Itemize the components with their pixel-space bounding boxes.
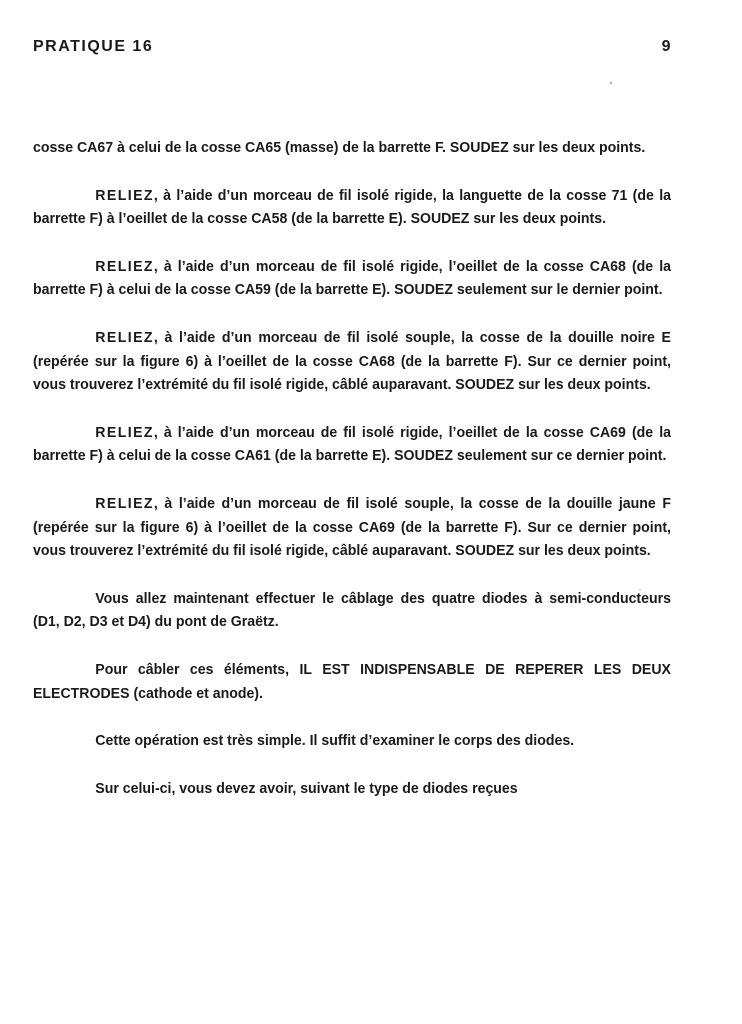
paragraph-text: Sur celui-ci, vous devez avoir, suivant le type de diodes reçues — [95, 779, 518, 797]
paragraph — [33, 136, 671, 160]
paragraph-text: , à l’aide d’un morceau de fil isolé rigide, l’oeillet de la cosse CA69 (de la barrette F) à celui de la cosse CA61 (de la barrette E). SOUDEZ seulement sur ce dernier point. — [33, 423, 671, 465]
instruction-keyword: RELIEZ — [95, 328, 154, 346]
paragraph-text: cosse CA67 à celui de la cosse CA65 (masse) de la barrette F. SOUDEZ sur les deux points. — [33, 139, 646, 156]
paragraph-text: , à l’aide d’un morceau de fil isolé souple, la cosse de la douille noire E (repérée sur la figure 6) à l’oeillet de la cosse CA68 (de la barrette F). Sur ce dernier point, vous trouverez l’extrémité du fil isolé rigide, câblé auparavant. SOUDEZ sur les deux points. — [33, 328, 671, 394]
paragraph-text: Pour câbler ces éléments, IL EST INDISPENSABLE DE REPERER LES DEUX ELECTRODES (cathode et anode). — [33, 660, 671, 702]
instruction-keyword: RELIEZ — [95, 186, 154, 204]
page-number: 9 — [661, 38, 672, 55]
paragraph — [33, 587, 671, 634]
instruction-keyword: RELIEZ — [95, 423, 154, 441]
page-header — [33, 38, 672, 60]
instruction-keyword: RELIEZ — [95, 494, 154, 512]
paragraph — [33, 421, 671, 468]
paragraph-text: Vous allez maintenant effectuer le câblage des quatre diodes à semi-conducteurs (D1, D2, D3 et D4) du pont de Graëtz. — [33, 589, 671, 631]
paragraph — [33, 326, 671, 397]
paragraph — [33, 658, 671, 705]
paragraph-text: Cette opération est très simple. Il suffit d’examiner le corps des diodes. — [95, 732, 575, 750]
paragraph — [33, 777, 671, 801]
paragraph — [33, 729, 671, 753]
scan-speck — [610, 82, 612, 84]
running-title: PRATIQUE 16 — [33, 38, 154, 55]
paragraph-text: , à l’aide d’un morceau de fil isolé souple, la cosse de la douille jaune F (repérée sur la figure 6) à l’oeillet de la cosse CA69 (de la barrette F). Sur ce dernier point, vous trouverez l’extrémité du fil isolé rigide, câblé auparavant. SOUDEZ sur les deux points. — [33, 494, 671, 560]
paragraph-text: , à l’aide d’un morceau de fil isolé rigide, l’oeillet de la cosse CA68 (de la barrette F) à celui de la cosse CA59 (de la barrette E). SOUDEZ seulement sur le dernier point. — [33, 257, 671, 299]
paragraph — [33, 492, 671, 563]
paragraph — [33, 255, 671, 302]
body-text — [33, 136, 671, 824]
paragraph-text: , à l’aide d’un morceau de fil isolé rigide, la languette de la cosse 71 (de la barrette F) à l’oeillet de la cosse CA58 (de la barrette E). SOUDEZ sur les deux points. — [33, 186, 671, 228]
instruction-keyword: RELIEZ — [95, 257, 154, 275]
paragraph — [33, 184, 671, 231]
